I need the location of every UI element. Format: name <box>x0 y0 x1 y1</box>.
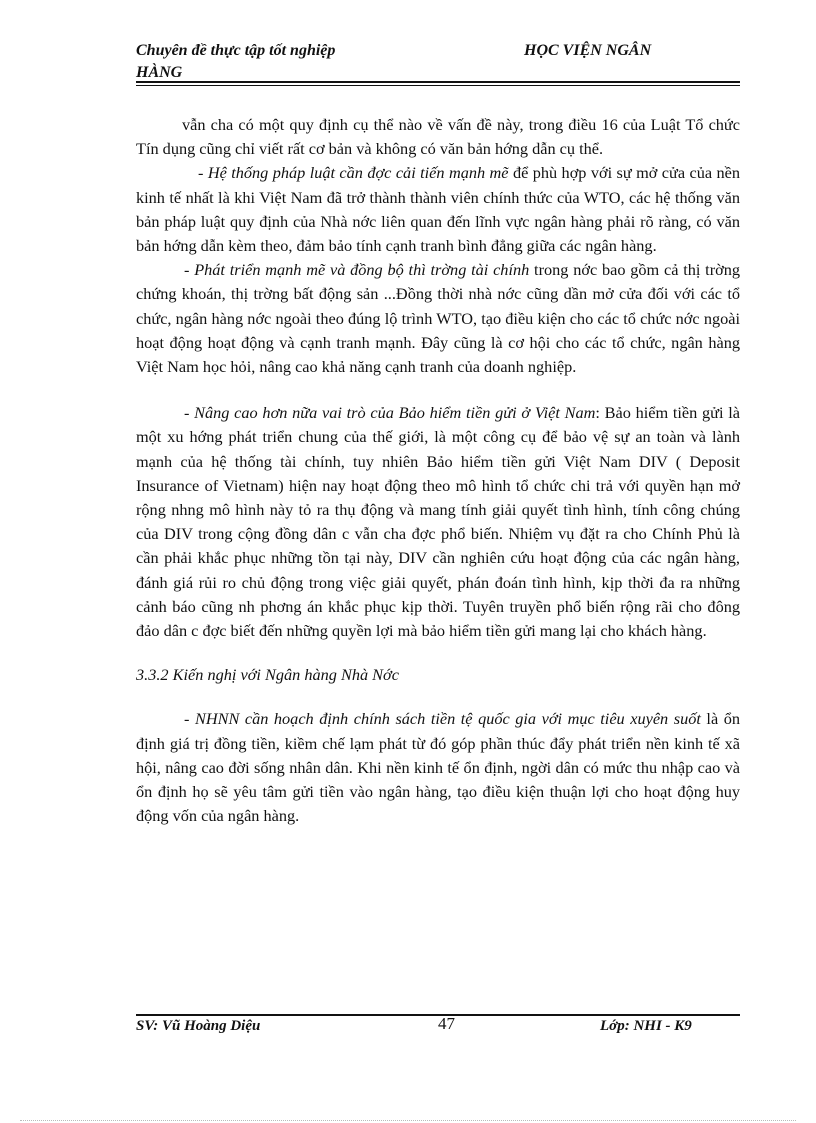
header-course-title-line2: HÀNG <box>136 64 183 81</box>
footer-class-label: Lớp: NHI - K9 <box>600 1018 692 1034</box>
paragraph-5-lead: - NHNN cần hoạch định chính sách tiền tệ quốc gia với mục tiêu xuyên suốt <box>184 709 701 729</box>
header-institution: HỌC VIỆN NGÂN <box>524 42 652 59</box>
paragraph-2-lead: - Hệ thống pháp luật cần đợc cải tiến mạnh mẽ <box>198 163 509 183</box>
spacer <box>136 379 740 401</box>
header-course-title <box>136 40 335 84</box>
header-rule-thin <box>136 85 740 86</box>
spacer <box>136 643 740 663</box>
header-rule-thick <box>136 81 740 83</box>
paragraph-1: vẫn cha có một quy định cụ thể nào về vấn đề này, trong điều 16 của Luật Tổ chức Tín dụng cũng chỉ viết rất cơ bản và không có văn bản hớng dẫn cụ thể. <box>136 115 740 159</box>
spacer <box>136 687 740 707</box>
document-body <box>136 113 740 828</box>
paragraph-5 <box>136 707 740 828</box>
paragraph-3 <box>136 258 740 379</box>
footer-page-number: 47 <box>438 1014 455 1033</box>
paragraph-2 <box>136 161 740 258</box>
paragraph-4 <box>136 401 740 643</box>
paragraph-5-text: là ổn định giá trị đồng tiền, kiềm chế lạm phát từ đó góp phần thúc đẩy phát triển nền kinh tế xã hội, nâng cao đời sống nhân dân. Khi nền kinh tế ổn định, ngời dân có mức thu nhập cao và ổn định họ sẽ yêu tâm gửi tiền vào ngân hàng, tạo điều kiện thuận lợi cho hoạt động huy động vốn của ngân hàng. <box>136 709 741 826</box>
footer-student-name: SV: Vũ Hoàng Diệu <box>136 1018 261 1034</box>
header-course-title-line1: Chuyên đề thực tập tốt nghiệp <box>136 42 336 59</box>
paragraph-3-text: trong nớc bao gồm cả thị trờng chứng khoán, thị trờng bất động sản ...Đồng thời nhà nớc cũng dần mở cửa đối với các tổ chức, ngân hàng nớc ngoài theo đúng lộ trình WTO, tạo điều kiện cho các tổ chức nớc ngoài hoạt động hoạt động và cạnh tranh mạnh. Đây cũng là cơ hội cho các tổ chức, ngân hàng Việt Nam học hỏi, nâng cao khả năng cạnh tranh của doanh nghiệp. <box>136 260 741 377</box>
page-bottom-edge <box>20 1120 796 1121</box>
paragraph-3-lead: - Phát triển mạnh mẽ và đồng bộ thì trờng tài chính <box>184 260 530 280</box>
section-heading: 3.3.2 Kiến nghị với Ngân hàng Nhà Nớc <box>136 665 399 685</box>
paragraph-4-lead: - Nâng cao hơn nữa vai trò của Bảo hiểm tiền gửi ở Việt Nam <box>184 403 596 423</box>
paragraph-2-text: để phù hợp với sự mở cửa của nền kinh tế nhất là khi Việt Nam đã trở thành thành viên chính thức của WTO, các hệ thống văn bản pháp luật quy định của Nhà nớc liên quan đến lĩnh vực ngân hàng phải rõ ràng, có văn bản hớng dẫn kèm theo, đảm bảo tính cạnh tranh bình đẳng giữa các ngân hàng. <box>136 163 740 256</box>
paragraph-4-text: : Bảo hiểm tiền gửi là một xu hớng phát triển chung của thế giới, là một công cụ để bảo vệ sự an toàn và lành mạnh của hệ thống tài chính, tuy nhiên Bảo hiểm tiền gửi Việt Nam DIV ( Deposit Insurance of Vietnam) hiện nay hoạt động theo mô hình tổ chức chi trả với quyền hạn mở rộng nhng mô hình này tỏ ra thụ động và mang tính giải quyết tình hình, tính công chúng của DIV trong cộng đồng dân c vẫn cha đợc phổ biến. Nhiệm vụ đặt ra cho Chính Phủ là cần phải khắc phục những tồn tại này, DIV cần nghiên cứu hoạt động của các ngân hàng, đánh giá rủi ro chủ động trong việc giải quyết, phán đoán tình hình, kịp thời đa ra những cảnh báo cũng nh phơng án khắc phục kịp thời. Tuyên truyền phổ biến rộng rãi cho đông đảo dân c đợc biết đến những quyền lợi mà bảo hiểm tiền gửi mang lại cho khách hàng. <box>136 403 741 641</box>
